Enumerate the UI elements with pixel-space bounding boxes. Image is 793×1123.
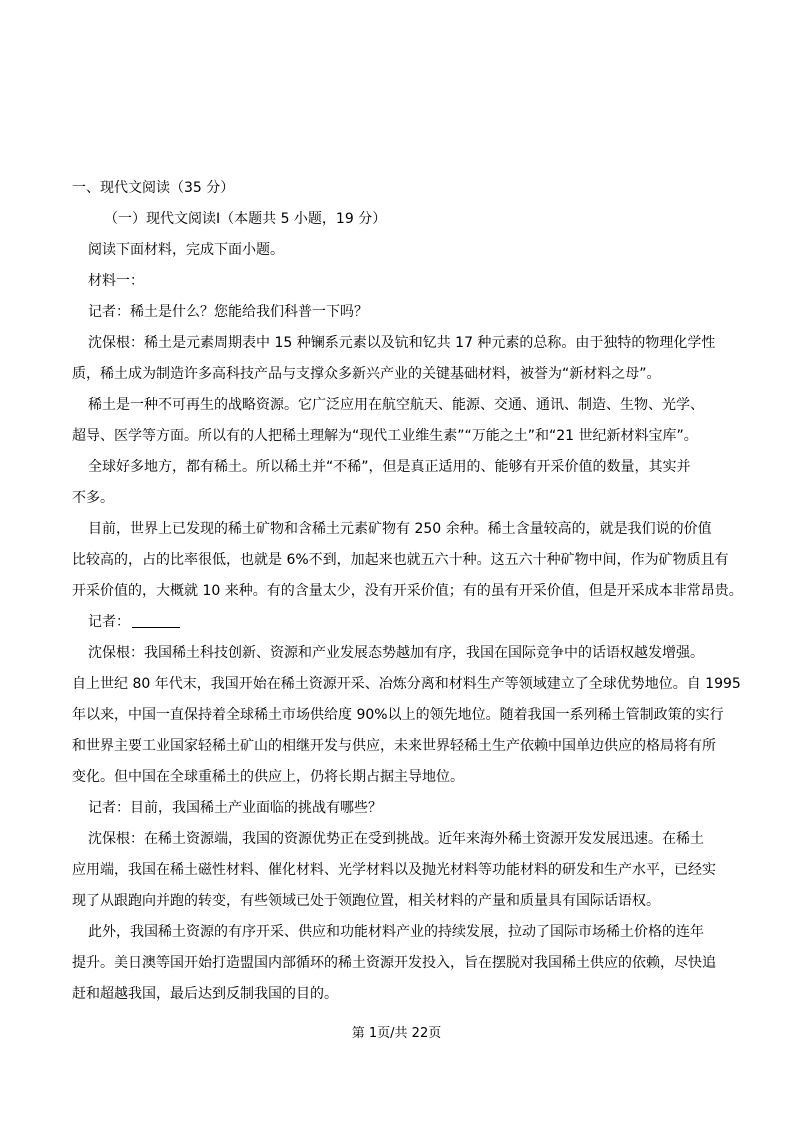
section-subtitle: （一）现代文阅读Ⅰ（本题共 5 小题，19 分） xyxy=(104,211,387,227)
paragraph-line: 记者： xyxy=(88,614,130,630)
paragraph-line: 开采价值的，大概就 10 来种。有的含量太少，没有开采价值；有的虽有开采价值，但是开采成本非常昂贵。 xyxy=(72,583,743,599)
paragraph-line: 稀土是一种不可再生的战略资源。它广泛应用在航空航天、能源、交通、通讯、制造、生物、光学、 xyxy=(88,397,704,413)
paragraph-line: 目前，世界上已发现的稀土矿物和含稀土元素矿物有 250 余种。稀土含量较高的，就是我们说的价值 xyxy=(88,521,712,537)
paragraph-line: 沈保根：在稀土资源端，我国的资源优势正在受到挑战。近年来海外稀土资源开发发展迅速。在稀土 xyxy=(88,831,704,847)
paragraph-line: 年以来，中国一直保持着全球稀土市场供给度 90%以上的领先地位。随着我国一系列稀土管制政策的实行 xyxy=(72,707,724,723)
paragraph-line: 赶和超越我国，最后达到反制我国的目的。 xyxy=(72,986,338,1002)
paragraph-line: 提升。美日澳等国开始打造盟国内部循环的稀土资源开发投入，旨在摆脱对我国稀土供应的依赖，尽快追 xyxy=(72,955,716,971)
paragraph-line: 应用端，我国在稀土磁性材料、催化材料、光学材料以及抛光材料等功能材料的研发和生产水平，已经实 xyxy=(72,862,716,878)
paragraph-line: 超导、医学等方面。所以有的人把稀土理解为“现代工业维生素”“万能之土”和“21 世纪新材料宝库”。 xyxy=(72,428,698,444)
page-footer: 第 1页/共 22页 xyxy=(351,1026,442,1041)
paragraph-line: 和世界主要工业国家轻稀土矿山的相继开发与供应，未来世界轻稀土生产依赖中国单边供应的格局将有所 xyxy=(72,738,716,754)
section-title: 一、现代文阅读（35 分） xyxy=(72,180,235,196)
paragraph-line: 变化。但中国在全球重稀土的供应上，仍将长期占据主导地位。 xyxy=(72,769,464,785)
material-label: 材料一： xyxy=(88,273,144,289)
paragraph-line: 自上世纪 80 年代末，我国开始在稀土资源开采、冶炼分离和材料生产等领域建立了全球优势地位。自 1995 xyxy=(72,676,741,692)
paragraph-line: 不多。 xyxy=(72,490,114,506)
paragraph-line: 记者：稀土是什么？您能给我们科普一下吗？ xyxy=(88,304,368,320)
paragraph-line: 全球好多地方，都有稀土。所以稀土并“不稀”，但是真正适用的、能够有开采价值的数量，其实并 xyxy=(88,459,691,475)
paragraph-line: 比较高的，占的比率很低，也就是 6%不到，加起来也就五六十种。这五六十种矿物中间，作为矿物质且有 xyxy=(72,552,729,568)
paragraph-line: 沈保根：稀土是元素周期表中 15 种镧系元素以及钪和钇共 17 种元素的总称。由于独特的物理化学性 xyxy=(88,335,716,351)
paragraph-line: 此外，我国稀土资源的有序开采、供应和功能材料产业的持续发展，拉动了国际市场稀土价格的连年 xyxy=(88,924,704,940)
reporter-question-blank xyxy=(88,612,768,632)
answer-blank xyxy=(132,613,180,628)
paragraph-line: 记者：目前，我国稀土产业面临的挑战有哪些？ xyxy=(88,800,382,816)
paragraph-line: 质，稀土成为制造许多高科技产品与支撑众多新兴产业的关键基础材料，被誉为“新材料之母”。 xyxy=(72,366,661,382)
paragraph-line: 沈保根：我国稀土科技创新、资源和产业发展态势越加有序，我国在国际竞争中的话语权越发增强。 xyxy=(88,645,704,661)
instruction-text: 阅读下面材料，完成下面小题。 xyxy=(88,242,284,258)
paragraph-line: 现了从跟跑向并跑的转变，有些领域已处于领跑位置，相关材料的产量和质量具有国际话语权。 xyxy=(72,893,660,909)
